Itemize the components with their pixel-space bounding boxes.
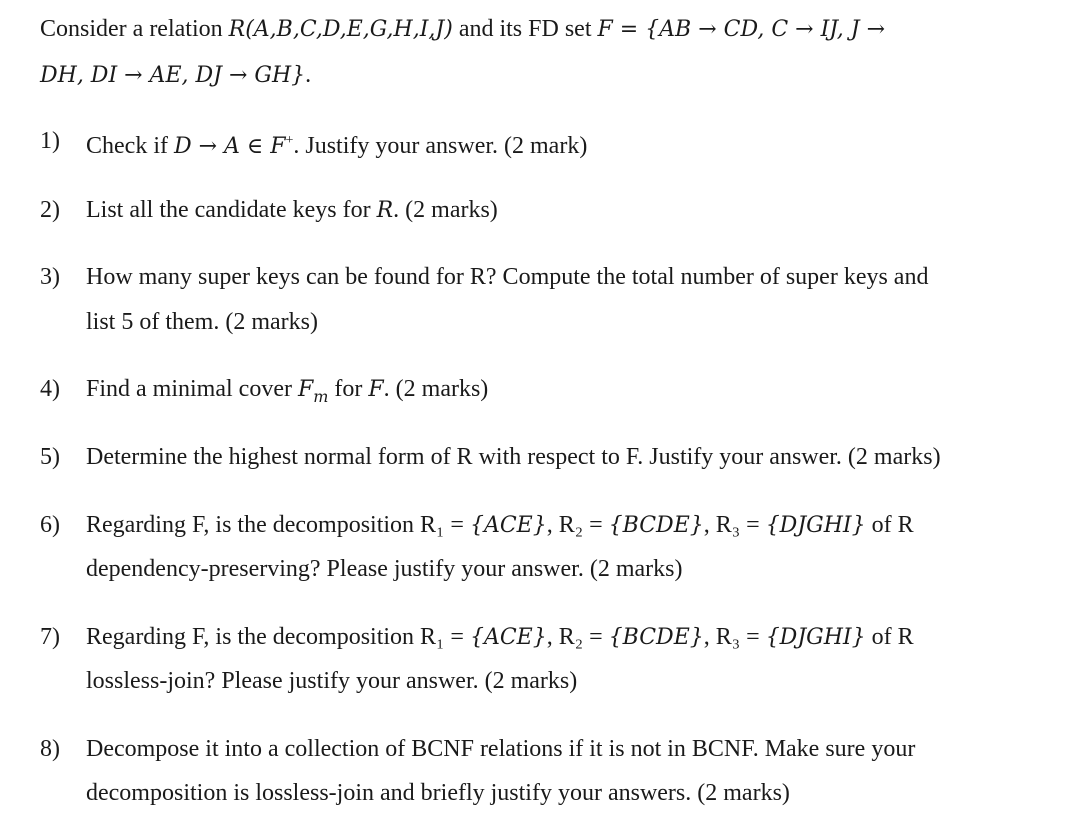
intro-line-2	[40, 60, 311, 91]
question-number: 6)	[40, 512, 60, 538]
fd-set-part2: DH, DI → AE, DJ → GH}	[40, 63, 306, 88]
question-7-cont	[86, 666, 577, 696]
question-text-line-1: Regarding F, is the decomposition R₁ = {ACE}, R₂ = {BCDE}, R₃ = {DJGHI} of R	[86, 624, 914, 650]
question-text-line-2: dependency-preserving? Please justify your answer. (2 marks)	[86, 556, 683, 582]
question-3-cont	[86, 307, 318, 337]
question-text-line-2: list 5 of them. (2 marks)	[86, 309, 318, 335]
question-text: Check if D → A ∈ F+. Justify your answer. (2 mark)	[86, 133, 588, 159]
question-text-line-1: How many super keys can be found for R? Compute the total number of super keys and	[86, 264, 929, 290]
question-number: 4)	[40, 376, 60, 402]
question-number: 2)	[40, 197, 60, 223]
question-text-line-2: decomposition is lossless-join and briefly justify your answers. (2 marks)	[86, 780, 790, 806]
question-6-cont	[86, 554, 682, 584]
intro-text-mid: and its FD set	[452, 16, 598, 42]
question-number: 3)	[40, 264, 60, 290]
intro-text: Consider a relation	[40, 16, 229, 42]
question-number: 5)	[40, 444, 60, 470]
question-text: Find a minimal cover $F_m$ for F. (2 marks)	[86, 376, 489, 406]
intro-line-1	[40, 14, 885, 45]
question-text-line-1: Regarding F, is the decomposition R₁ = {ACE}, R₂ = {BCDE}, R₃ = {DJGHI} of R	[86, 512, 914, 538]
question-number: 7)	[40, 624, 60, 650]
question-8-cont	[86, 778, 790, 808]
question-text: Determine the highest normal form of R with respect to F. Justify your answer. (2 marks)	[86, 444, 941, 470]
fd-set-part1: F = {AB → CD, C → IJ, J →	[597, 17, 886, 42]
question-text-line-1: Decompose it into a collection of BCNF relations if it is not in BCNF. Make sure your	[86, 736, 916, 762]
question-number: 1)	[40, 128, 60, 154]
intro-end: .	[305, 62, 312, 88]
question-number: 8)	[40, 736, 60, 762]
question-text-line-2: lossless-join? Please justify your answer. (2 marks)	[86, 668, 578, 694]
question-text: List all the candidate keys for R. (2 marks)	[86, 197, 498, 223]
relation-schema: R(A,B,C,D,E,G,H,I,J)	[228, 17, 453, 42]
